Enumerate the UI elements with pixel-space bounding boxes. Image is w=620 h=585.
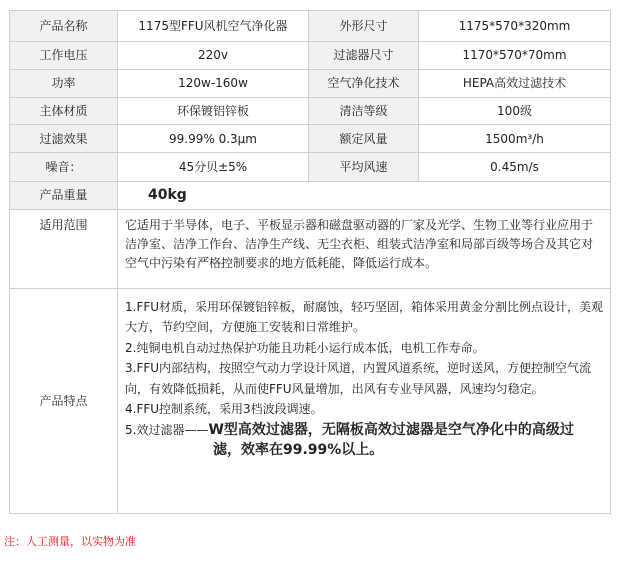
features-text: [118, 288, 611, 513]
spec-label: 空气净化技术: [309, 69, 419, 97]
spec-value: HEPA高效过滤技术: [419, 69, 611, 97]
spec-value: 1170*570*70mm: [419, 42, 611, 69]
spec-label: 外形尺寸: [309, 11, 419, 42]
feature-item: 2.纯铜电机自动过热保护功能且功耗小运行成本低，电机工作寿命。: [125, 340, 485, 355]
weight-row: [10, 181, 611, 209]
spec-label: 清洁等级: [309, 97, 419, 124]
spec-label: 额定风量: [309, 125, 419, 153]
spec-value: 1175型FFU风机空气净化器: [118, 11, 309, 42]
spec-value: 环保镀铝锌板: [118, 97, 309, 124]
spec-row: [10, 42, 611, 69]
spec-table: [9, 10, 611, 514]
spec-label: 过滤效果: [10, 125, 118, 153]
measurement-note: 注：人工测量，以实物为准: [4, 535, 136, 548]
weight-label: 产品重量: [10, 181, 118, 209]
feature-item: 4.FFU控制系统，采用3档波段调速。: [125, 402, 323, 417]
spec-value: 1500m³/h: [419, 125, 611, 153]
feature-item: 1.FFU材质，采用环保镀铝锌板，耐腐蚀，轻巧坚固，箱体采用黄金分割比例点设计，美观大方，节约空间，方便施工安装和日常维护。: [125, 299, 604, 335]
spec-label: 工作电压: [10, 42, 118, 69]
spec-row: [10, 69, 611, 97]
feature-item: 3.FFU内部结构，按照空气动力学设计风道，内置风道系统，逆时送风，方便控制空气流向，有效降低损耗，从而使FFU风量增加，出风有专业导风器，风速均匀稳定。: [125, 361, 592, 396]
spec-value: 0.45m/s: [419, 153, 611, 181]
spec-value: 220v: [118, 42, 309, 69]
weight-value: 40kg: [118, 181, 611, 209]
spec-label: 产品名称: [10, 11, 118, 42]
spec-row: [10, 125, 611, 153]
spec-row: [10, 97, 611, 124]
feature-item-5-emphasis: W型高效过滤器，无隔板高效过滤器是空气净化中的高级过: [208, 421, 574, 438]
feature-item-5-tail: 滤，效率在99.99%以上。: [213, 442, 384, 459]
features-label: 产品特点: [10, 288, 118, 513]
features-row: [10, 288, 611, 513]
feature-item-5-prefix: 5.效过滤器——: [125, 422, 209, 437]
spec-value: 100级: [419, 97, 611, 124]
spec-value: 99.99% 0.3μm: [118, 125, 309, 153]
spec-value: 1175*570*320mm: [419, 11, 611, 42]
spec-label: 主体材质: [10, 97, 118, 124]
feature-item-5: [125, 420, 604, 441]
spec-label: 平均风速: [309, 153, 419, 181]
spec-value: 45分贝±5%: [118, 153, 309, 181]
scope-text: 它适用于半导体，电子、平板显示器和磁盘驱动器的厂家及光学、生物工业等行业应用于洁净室、洁净工作台、洁净生产线、无尘衣柜、组装式洁净室和局部百级等场合及其它对空气中污染有严格控制要求的地方低耗能，降低运行成本。: [118, 210, 611, 289]
spec-row: [10, 153, 611, 181]
scope-label: 适用范围: [10, 210, 118, 289]
spec-label: 过滤器尺寸: [309, 42, 419, 69]
scope-row: [10, 210, 611, 289]
spec-row: [10, 11, 611, 42]
spec-label: 噪音：: [10, 153, 118, 181]
spec-label: 功率: [10, 69, 118, 97]
spec-value: 120w-160w: [118, 69, 309, 97]
